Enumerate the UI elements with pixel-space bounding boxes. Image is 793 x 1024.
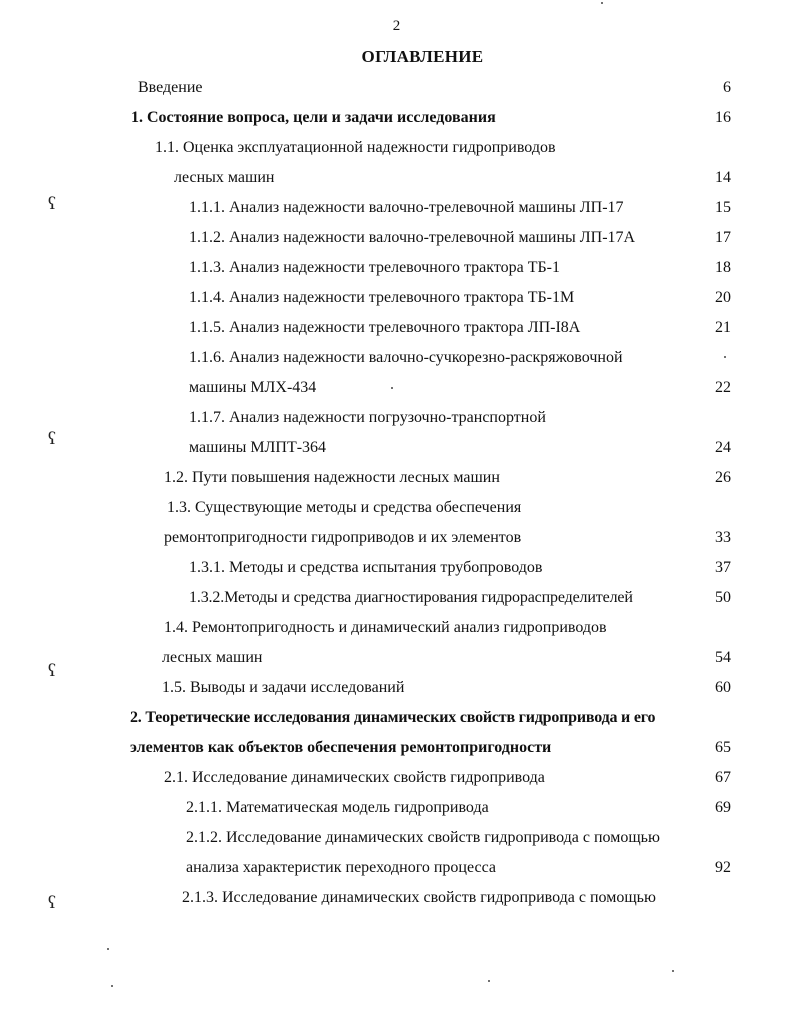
toc-page-number: 54 [715, 649, 731, 666]
toc-page-number: 24 [715, 439, 731, 456]
page-number: 2 [392, 18, 401, 34]
toc-page-number: 17 [715, 229, 731, 246]
toc-entry: 2.1.2. Исследование динамических свойств гидропривода с помощью [186, 829, 660, 846]
toc-entry: лесных машин [174, 169, 275, 186]
toc-page-number: 6 [723, 79, 731, 96]
toc-entry: 1.1.6. Анализ надежности валочно-сучкорезно-раскряжовочной [189, 349, 623, 366]
toc-entry: 2.1.3. Исследование динамических свойств гидропривода с помощью [182, 889, 656, 906]
scan-speck [601, 2, 603, 4]
toc-entry: 1.1.7. Анализ надежности погрузочно-транспортной [189, 409, 546, 426]
toc-page-number: 21 [715, 319, 731, 336]
toc-entry: 1.1.3. Анализ надежности трелевочного трактора ТБ-1 [189, 259, 561, 276]
scan-speck [724, 356, 726, 358]
toc-entry: машины МЛХ-434 [189, 379, 317, 396]
toc-entry: 2.1.1. Математическая модель гидропривода [186, 799, 489, 816]
toc-page-number: 67 [715, 769, 731, 786]
toc-page-number: 65 [715, 739, 731, 756]
toc-entry: элементов как объектов обеспечения ремонтопригодности [130, 739, 552, 756]
toc-entry: 1.1.4. Анализ надежности трелевочного трактора ТБ-1М [189, 289, 575, 306]
toc-entry: Введение [138, 79, 203, 96]
toc-entry: анализа характеристик переходного процесса [186, 859, 496, 876]
margin-mark-icon: ʕ [48, 193, 56, 213]
toc-entry: 1.1.2. Анализ надежности валочно-трелевочной машины ЛП-17А [189, 229, 636, 246]
toc-page-number: 60 [715, 679, 731, 696]
toc-entry: 1.3. Существующие методы и средства обеспечения [167, 499, 522, 516]
toc-page-number: 15 [715, 199, 731, 216]
toc-entry: 2.1. Исследование динамических свойств гидропривода [164, 769, 545, 786]
toc-page-number: 26 [715, 469, 731, 486]
toc-entry: 1.1.1. Анализ надежности валочно-трелевочной машины ЛП-17 [189, 199, 624, 216]
toc-entry: машины МЛПТ-364 [189, 439, 327, 456]
toc-entry: 2. Теоретические исследования динамических свойств гидропривода и его [130, 709, 656, 726]
toc-page-number: 22 [715, 379, 731, 396]
toc-page-number: 50 [715, 589, 731, 606]
margin-mark-icon: ʕ [48, 892, 56, 912]
scan-speck [672, 970, 674, 972]
toc-entry: лесных машин [162, 649, 263, 666]
scan-speck [391, 387, 393, 389]
toc-entry: 1.2. Пути повышения надежности лесных машин [164, 469, 500, 486]
margin-mark-icon: ʕ [48, 428, 56, 448]
toc-page-number: 20 [715, 289, 731, 306]
margin-mark-icon: ʕ [48, 660, 56, 680]
toc-entry: 1.1. Оценка эксплуатационной надежности гидроприводов [155, 139, 556, 156]
toc-page-number: 92 [715, 859, 731, 876]
toc-entry: 1.3.1. Методы и средства испытания трубопроводов [189, 559, 543, 576]
toc-entry: 1.3.2.Методы и средства диагностирования гидрораспределителей [189, 589, 633, 606]
toc-page-number: 18 [715, 259, 731, 276]
toc-page-number: 14 [715, 169, 731, 186]
toc-page-number: 33 [715, 529, 731, 546]
scan-speck [111, 985, 113, 987]
toc-title: ОГЛАВЛЕНИЕ [361, 47, 484, 66]
scan-speck [488, 980, 490, 982]
scan-speck [107, 948, 109, 950]
toc-entry: ремонтопригодности гидроприводов и их элементов [164, 529, 522, 546]
toc-entry: 1. Состояние вопроса, цели и задачи исследования [131, 109, 496, 126]
toc-page-number: 69 [715, 799, 731, 816]
toc-entry: 1.4. Ремонтопригодность и динамический анализ гидроприводов [164, 619, 607, 636]
toc-entry: 1.5. Выводы и задачи исследований [162, 679, 405, 696]
toc-page-number: 16 [715, 109, 731, 126]
toc-entry: 1.1.5. Анализ надежности трелевочного трактора ЛП-I8А [189, 319, 581, 336]
toc-page-number: 37 [715, 559, 731, 576]
